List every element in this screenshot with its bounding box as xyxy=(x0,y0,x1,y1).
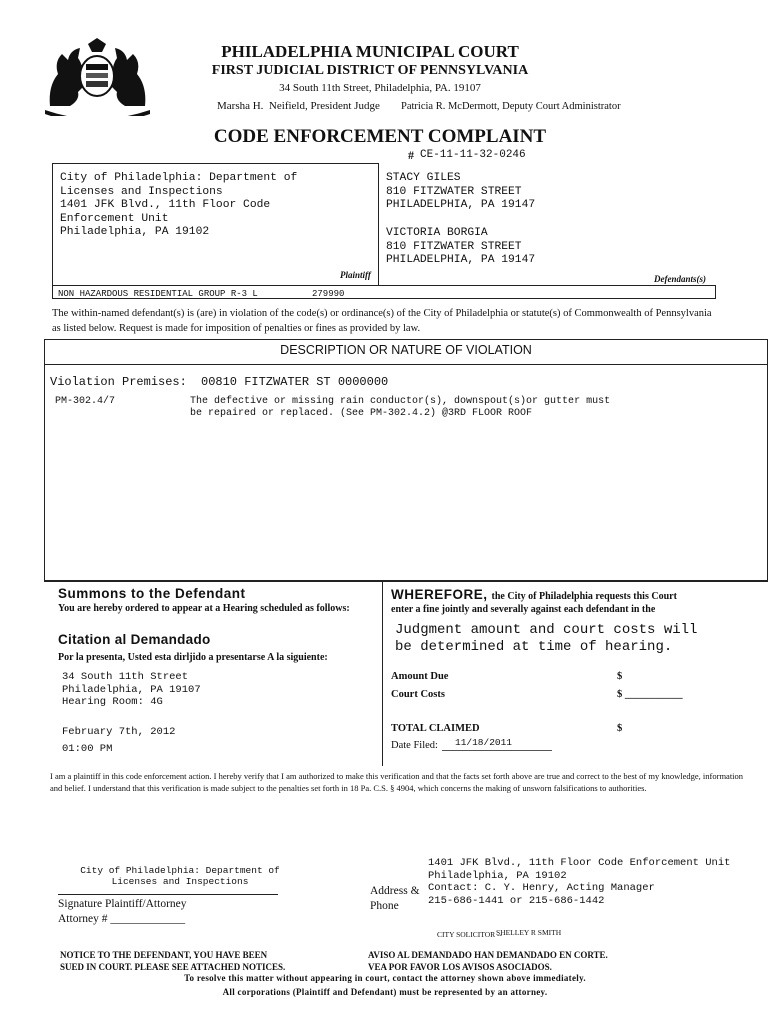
hearing-time: 01:00 PM xyxy=(62,743,113,755)
notice-spanish: AVISO AL DEMANDADO HAN DEMANDADO EN CORTE. VEA POR FAVOR LOS AVISOS ASOCIADOS. xyxy=(368,950,608,972)
court-seal xyxy=(40,36,155,116)
defendants-label: Defendants(s) xyxy=(654,274,706,284)
wherefore-line xyxy=(391,586,677,604)
notice-resolve: To resolve this matter without appearing in court, contact the attorney shown above immediately. xyxy=(184,973,586,983)
wherefore-heading-rest: the City of Philadelphia requests this Court xyxy=(491,591,677,602)
hearing-date: February 7th, 2012 xyxy=(62,726,176,738)
property-group: NON HAZARDOUS RESIDENTIAL GROUP R-3 L xyxy=(58,289,258,299)
deputy-administrator: Patricia R. McDermott, Deputy Court Administrator xyxy=(401,101,621,112)
notice-corporations: All corporations (Plaintiff and Defendant) must be represented by an attorney. xyxy=(222,987,548,997)
city-solicitor-label: CITY SOLICITOR -- xyxy=(437,930,502,939)
premises-value: 00810 FITZWATER ST 0000000 xyxy=(201,375,389,389)
signing-department: City of Philadelphia: Department of Licenses and Inspections xyxy=(80,865,280,887)
violation-statement: The within-named defendant(s) is (are) in violation of the code(s) or ordinance(s) of the City of Philadelphia or statute(s) of Commonwealth of Pennsylvania as listed below. Request is made for imposition of penalties or fines as provided by law. xyxy=(52,308,712,334)
form-title: CODE ENFORCEMENT COMPLAINT xyxy=(213,126,547,147)
premises-label: Violation Premises: xyxy=(50,375,187,389)
date-filed-label: Date Filed: xyxy=(391,740,438,751)
address-phone-label: Address & Phone xyxy=(370,885,420,912)
plaintiff-address: City of Philadelphia: Department of Licenses and Inspections 1401 JFK Blvd., 11th Floor Code Enforcement Unit Philadelphia, PA 19102 xyxy=(60,172,298,239)
court-name: PHILADELPHIA MUNICIPAL COURT xyxy=(221,42,519,61)
citation-heading: Citation al Demandado xyxy=(58,632,211,647)
signature-label: Signature Plaintiff/Attorney xyxy=(58,898,187,910)
violation-code: PM-302.4/7 xyxy=(55,396,116,407)
violation-description: The defective or missing rain conductor(s), downspout(s)or gutter must be repaired or replaced. (See PM-302.4.2) @3RD FLOOR ROOF xyxy=(190,396,611,419)
court-costs-label: Court Costs xyxy=(391,689,445,700)
wherefore-text: enter a fine jointly and severally against each defendant in the xyxy=(391,604,656,615)
property-code: 279990 xyxy=(312,289,345,299)
notice-english: NOTICE TO THE DEFENDANT, YOU HAVE BEEN SUED IN COURT. PLEASE SEE ATTACHED NOTICES. xyxy=(60,950,286,972)
judgment-statement: Judgment amount and court costs will be determined at time of hearing. xyxy=(395,622,698,655)
wherefore-heading: WHEREFORE, xyxy=(391,587,488,602)
city-solicitor-name: SHELLEY R SMITH xyxy=(496,928,562,937)
court-address: 34 South 11th Street, Philadelphia, PA. 19107 xyxy=(279,82,481,94)
summons-text: You are hereby ordered to appear at a Hearing scheduled as follows: xyxy=(58,603,350,614)
plaintiff-contact: 1401 JFK Blvd., 11th Floor Code Enforcement Unit Philadelphia, PA 19102 Contact: C. Y. Henry, Acting Manager 215-686-1441 or 215-686-1442 xyxy=(428,857,731,907)
case-number-label: # xyxy=(408,148,414,162)
date-filed-value: 11/18/2011 xyxy=(455,737,513,748)
hearing-location: 34 South 11th Street Philadelphia, PA 19107 Hearing Room: 4G xyxy=(62,671,201,708)
verification-text: I am a plaintiff in this code enforcement action. I hereby verify that I am authorized to make this verification and that the facts set forth above are true and correct to the best of my knowledge, information and belief. I understand that this verification is made subject to the penalties set forth in 18 Pa. C.S. § 4904, which concerns the making of unsworn falsifications to authorities. xyxy=(50,771,744,793)
defendant-one: STACY GILES 810 FITZWATER STREET PHILADELPHIA, PA 19147 xyxy=(386,172,536,212)
total-claimed-label: TOTAL CLAIMED xyxy=(391,723,480,734)
amount-due-label: Amount Due xyxy=(391,671,449,682)
citation-text: Por la presenta, Usted esta dirljido a presentarse A la siguiente: xyxy=(58,652,328,663)
court-costs-value: $ ___________ xyxy=(617,689,683,700)
president-judge: Marsha H. Neifield, President Judge xyxy=(217,100,380,112)
amount-due-currency: $ xyxy=(617,671,623,682)
case-number: CE-11-11-32-0246 xyxy=(420,149,526,161)
defendant-two: VICTORIA BORGIA 810 FITZWATER STREET PHILADELPHIA, PA 19147 xyxy=(386,227,536,267)
court-district: FIRST JUDICIAL DISTRICT OF PENNSYLVANIA xyxy=(211,63,529,78)
summons-heading: Summons to the Defendant xyxy=(58,586,246,601)
plaintiff-label: Plaintiff xyxy=(340,270,371,280)
violation-heading: DESCRIPTION OR NATURE OF VIOLATION xyxy=(280,343,532,357)
total-claimed-currency: $ xyxy=(617,723,623,734)
attorney-number-label: Attorney # _____________ xyxy=(58,913,186,925)
